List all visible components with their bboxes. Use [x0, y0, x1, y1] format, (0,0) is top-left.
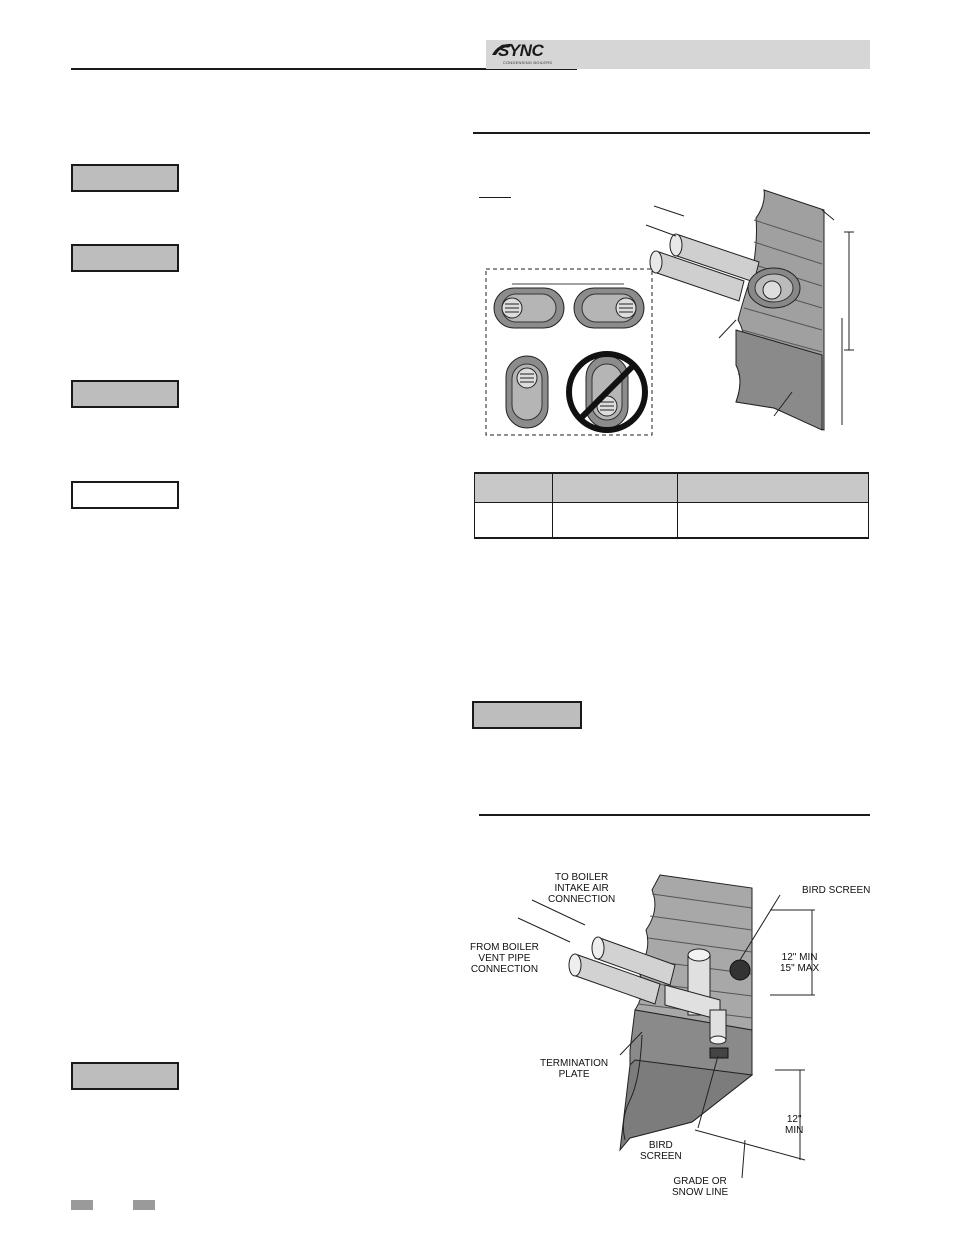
label-grade-snow-line: GRADE OR SNOW LINE — [672, 1176, 729, 1198]
vent-clearance-table — [474, 472, 869, 539]
table-header-row — [475, 473, 869, 503]
footer-block-left — [71, 1200, 93, 1210]
label-termination-plate: TERMINATION PLATE — [540, 1058, 609, 1080]
notice-box-2 — [71, 244, 179, 272]
sync-logo — [490, 41, 560, 67]
logo-subtext: CONDENSING BOILERS — [503, 60, 553, 65]
table-cell — [475, 503, 553, 539]
label-bird-screen-bottom: BIRD SCREEN — [640, 1140, 682, 1162]
section-rule-bottom — [479, 814, 870, 816]
table-header-cell — [475, 473, 553, 503]
gravel-base — [620, 1060, 752, 1150]
table-header-cell — [553, 473, 678, 503]
label-to-boiler-intake: TO BOILER INTAKE AIR CONNECTION — [548, 872, 616, 905]
table-header-cell — [678, 473, 869, 503]
wall-illustration-top — [736, 190, 824, 430]
notice-box-4 — [71, 481, 179, 509]
pipes-top — [650, 234, 759, 301]
plate-horizontal-left — [494, 288, 564, 328]
table-cell — [553, 503, 678, 539]
notice-box-1 — [71, 164, 179, 192]
notice-box-3 — [71, 380, 179, 408]
label-clearance-bottom: 12" MIN — [785, 1114, 804, 1136]
label-bird-screen-top: BIRD SCREEN — [802, 885, 871, 896]
label-clearance-top: 12" MIN 15" MAX — [780, 952, 820, 974]
table-row — [475, 503, 869, 539]
termination-orientation-figure — [474, 180, 874, 440]
termination-plate-top — [748, 268, 800, 308]
notice-box-right — [472, 701, 582, 729]
section-rule-top — [473, 132, 870, 134]
label-from-boiler-vent: FROM BOILER VENT PIPE CONNECTION — [470, 942, 539, 975]
plate-horizontal-right — [574, 288, 644, 328]
notice-box-5 — [71, 1062, 179, 1090]
table-cell — [678, 503, 869, 539]
logo-wordmark: SYNC — [498, 41, 544, 60]
footer-block-right — [133, 1200, 155, 1210]
plate-vertical-correct — [506, 356, 548, 428]
